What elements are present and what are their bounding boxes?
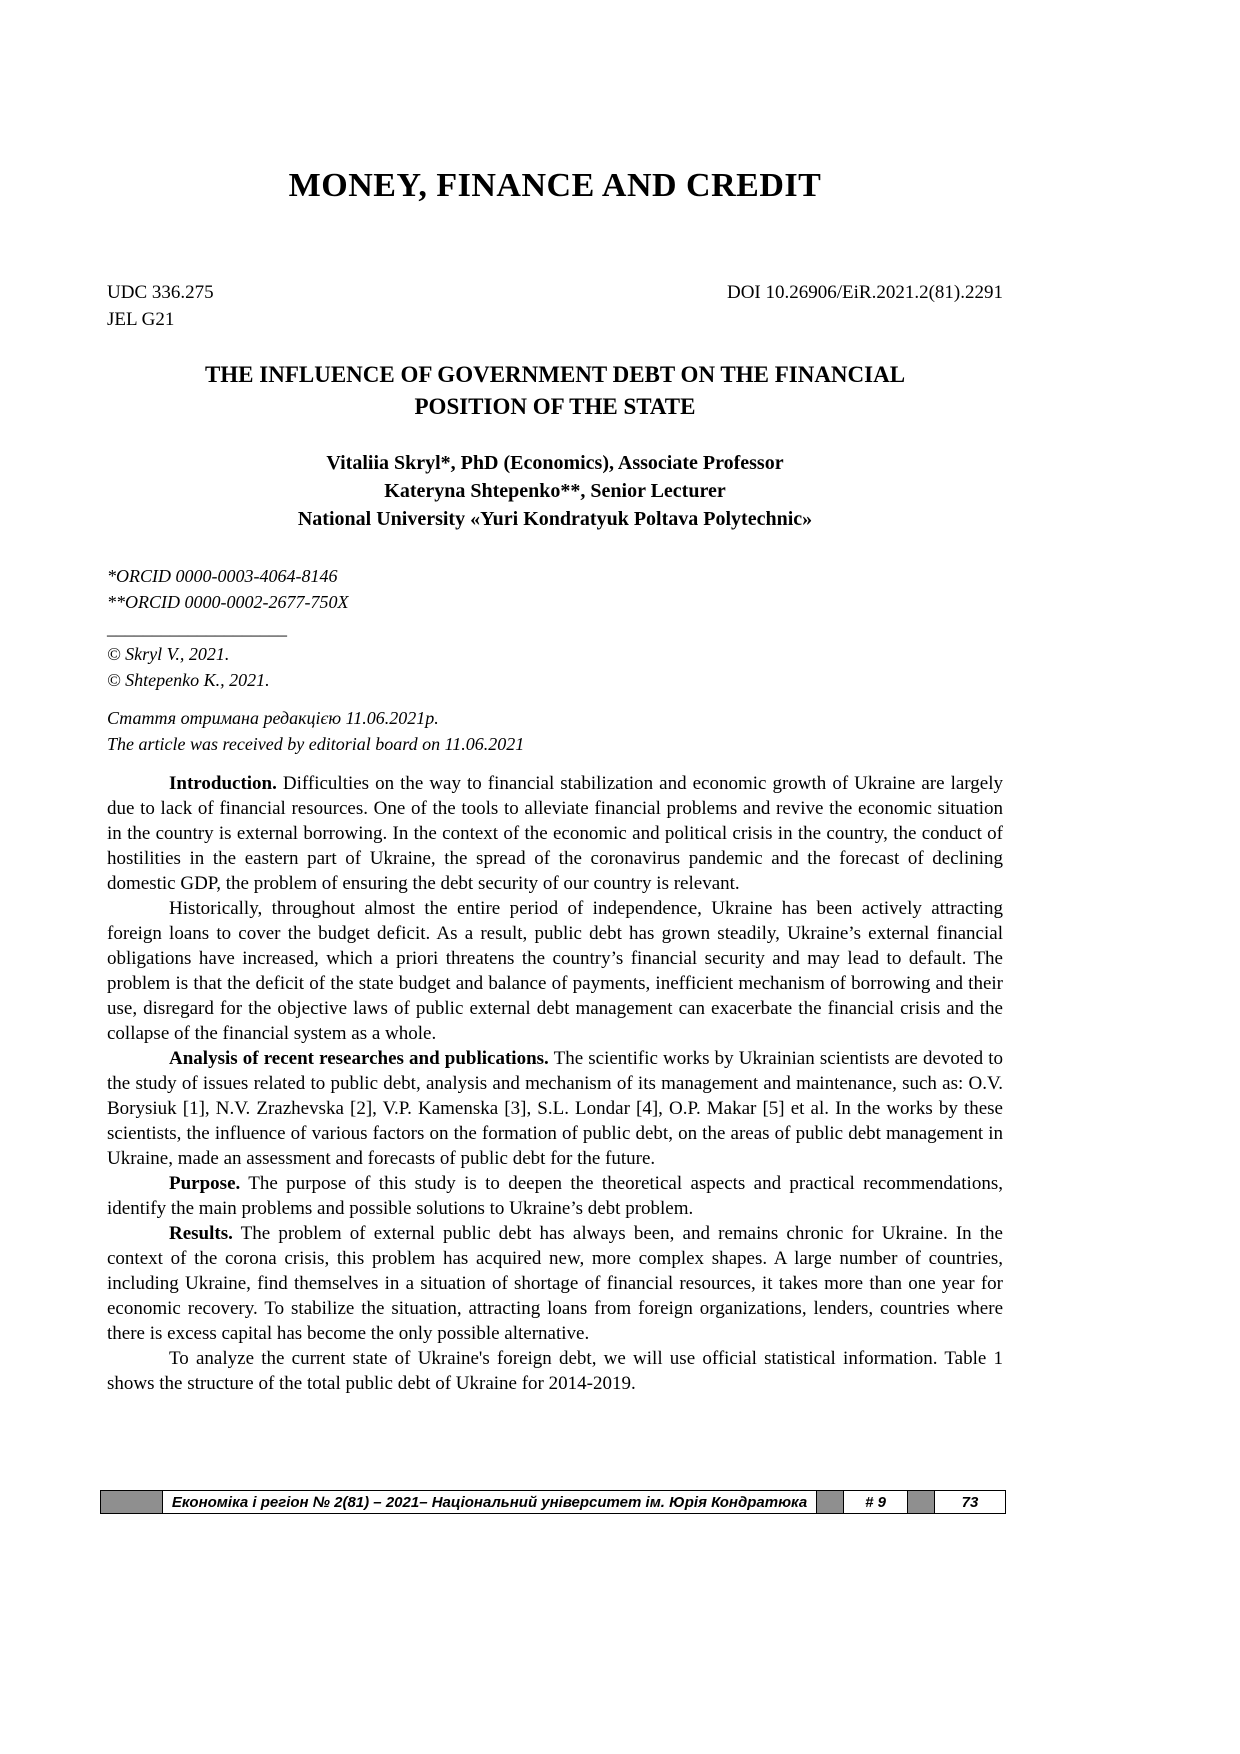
received-block — [107, 705, 1003, 757]
paragraph-text: The purpose of this study is to deepen the theoretical aspects and practical recommendations, identify the main problems and possible solutions to Ukraine’s debt problem. — [107, 1173, 1003, 1219]
affiliation: National University «Yuri Kondratyuk Poltava Polytechnic» — [297, 508, 813, 530]
paragraph-text: The scientific works by Ukrainian scientists are devoted to the study of issues related to public debt, analysis and mechanism of its management and maintenance, such as: O.V. Borysiuk [1], N.V. Zrazhevska [2], V.P. Kamenska [3], S.L. Londar [4], O.P. Makar [5] et al. In the works by these scientists, the influence of various factors on the formation of public debt, on the areas of public debt management in Ukraine, made an assessment and forecasts of public debt for the future. — [107, 1048, 1004, 1169]
paragraph-purpose — [107, 1171, 1003, 1221]
authors-block — [107, 449, 1003, 533]
orcid-block — [107, 563, 1003, 615]
author-line-2: Kateryna Shtepenko**, Senior Lecturer — [384, 480, 726, 502]
paragraph-lead: Analysis of recent researches and publications. — [169, 1048, 549, 1069]
copyright-block — [107, 641, 1003, 693]
paragraph-lead: Introduction. — [169, 773, 277, 794]
footer-journal-title: Економіка і регіон № 2(81) – 2021– Національний університет ім. Юрія Кондратюка — [163, 1491, 817, 1513]
section-title: MONEY, FINANCE AND CREDIT — [288, 167, 822, 204]
paragraph-results — [107, 1221, 1003, 1346]
jel-code: JEL G21 — [107, 309, 175, 330]
paragraph-analysis — [107, 1046, 1003, 1171]
page-footer — [100, 1490, 1006, 1514]
paragraph-text: Historically, throughout almost the entire period of independence, Ukraine has been actively attracting foreign loans to cover the budget deficit. As a result, public debt has grown steadily, Ukraine’s external financial obligations have increased, which a priori threatens the country’s financial security and may lead to default. The problem is that the deficit of the state budget and balance of payments, inefficient mechanism of borrowing and their use, disregard for the objective laws of public external debt management can exacerbate the financial crisis and the collapse of the financial system as a whole. — [107, 898, 1003, 1044]
article-body — [107, 771, 1003, 1396]
orcid-line-2: **ORCID 0000-0002-2677-750X — [107, 592, 349, 612]
author-line-1: Vitaliia Skryl*, PhD (Economics), Associate Professor — [326, 452, 784, 474]
paragraph-text: Difficulties on the way to financial stabilization and economic growth of Ukraine are largely due to lack of financial resources. One of the tools to alleviate financial problems and revive the economic situation in the country is external borrowing. In the context of the economic and political crisis in the country, the conduct of hostilities in the eastern part of Ukraine, the spread of the coronavirus pandemic and the forecast of declining domestic GDP, the problem of ensuring the debt security of our country is relevant. — [107, 773, 1003, 894]
udc-code: UDC 336.275 — [107, 282, 214, 303]
article-title-line-2: POSITION OF THE STATE — [414, 394, 696, 419]
paragraph-introduction — [107, 771, 1003, 896]
orcid-line-1: *ORCID 0000-0003-4064-8146 — [107, 566, 338, 586]
received-line-en: The article was received by editorial board on 11.06.2021 — [107, 734, 525, 754]
paragraph-text: To analyze the current state of Ukraine's foreign debt, we will use official statistical information. Table 1 shows the structure of the total public debt of Ukraine for 2014-2019. — [107, 1348, 1003, 1394]
paragraph-lead: Results. — [169, 1223, 233, 1244]
footer-gray-block-middle — [817, 1491, 844, 1513]
meta-row — [107, 279, 1003, 333]
paragraph-lead: Purpose. — [169, 1173, 241, 1194]
paragraph-text: The problem of external public debt has always been, and remains chronic for Ukraine. In the context of the corona crisis, this problem has acquired new, more complex shapes. A large number of countries, including Ukraine, find themselves in a situation of shortage of financial resources, it takes more than one year for economic recovery. To stabilize the situation, attracting loans from foreign organizations, lenders, countries where there is excess capital has become the only possible alternative. — [107, 1223, 1003, 1344]
paragraph-historically — [107, 896, 1003, 1046]
doi-code: DOI 10.26906/EiR.2021.2(81).2291 — [726, 282, 1003, 303]
received-line-uk: Стаття отримана редакцією 11.06.2021р. — [107, 708, 439, 728]
footer-page-number: 73 — [935, 1491, 1005, 1513]
footer-issue-number: # 9 — [844, 1491, 908, 1513]
divider-line: ____________________ — [107, 618, 287, 638]
article-title — [107, 359, 1003, 423]
footer-gray-block-left — [101, 1491, 163, 1513]
copyright-line-1: © Skryl V., 2021. — [107, 644, 230, 664]
article-title-line-1: THE INFLUENCE OF GOVERNMENT DEBT ON THE FINANCIAL — [204, 362, 906, 387]
copyright-line-2: © Shtepenko K., 2021. — [107, 670, 270, 690]
footer-gray-block-right — [908, 1491, 935, 1513]
paragraph-analyze-debt — [107, 1346, 1003, 1396]
udc-jel-block — [107, 279, 214, 333]
